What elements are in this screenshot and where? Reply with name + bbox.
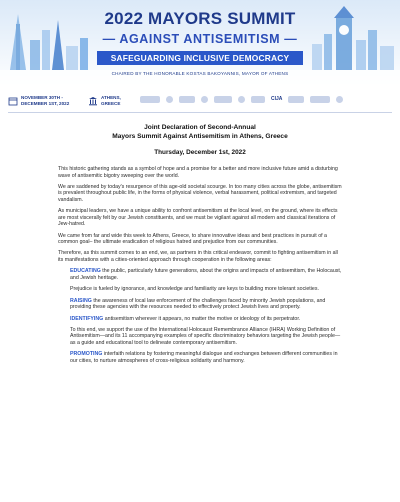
commitment-item (70, 327, 342, 346)
commitment-item (70, 268, 342, 281)
city-line-2: GREECE (101, 100, 121, 106)
commitment-keyword: PROMOTING (70, 351, 103, 358)
header-divider (8, 112, 392, 113)
partner-logo (201, 96, 208, 103)
commitment-keyword: IDENTIFYING (70, 315, 104, 322)
commitment-keyword: RAISING (70, 297, 92, 304)
partner-logo (336, 96, 343, 103)
paragraph: As municipal leaders, we have a unique ability to confront antisemitism at the local level, on the ground, where its effects are most viscerally felt by our Jewish constituents, and we must be vigilant against all modern and classical iterations of Jew-hatred. (58, 208, 338, 227)
partner-logo (179, 96, 195, 103)
paragraph: We are saddened by today's resurgence of this age-old societal scourge. In too many cities across the globe, antisemitism is prevalent throughout public life, in the forms of physical violence, verbal harassment, political extremism, and targeted vandalism. (58, 184, 342, 203)
event-dates-text: NOVEMBER 30TH - DECEMBER 1ST, 2022 (21, 95, 70, 106)
partner-logos (140, 96, 343, 103)
partner-logo (238, 96, 245, 103)
landmark-icon (88, 96, 98, 106)
summit-banner (0, 0, 400, 90)
city-line-1: ATHENS, (101, 95, 121, 100)
summit-title: 2022 MAYORS SUMMIT (104, 9, 296, 28)
partner-logo-strip (0, 92, 400, 110)
event-dates (8, 95, 81, 106)
declaration-title (58, 124, 342, 141)
commitment-item (70, 351, 342, 364)
partner-logo (166, 96, 173, 103)
partner-logo (140, 96, 160, 103)
commitment-item (70, 316, 342, 322)
declaration-title-line-1: Joint Declaration of Second-Annual (144, 124, 256, 131)
partner-logo (310, 96, 330, 103)
partner-logo (251, 96, 265, 103)
summit-tagline: SAFEGUARDING INCLUSIVE DEMOCRACY (97, 51, 303, 65)
declaration-date: Thursday, December 1st, 2022 (154, 149, 246, 157)
event-city (88, 95, 121, 106)
chaired-by-line: CHAIRED BY THE HONORABLE KOSTAS BAKOYANNIS, MAYOR OF ATHENS (111, 71, 289, 76)
commitment-text: the public, particularly future generations, about the origins and impacts of antisemitism, the Holocaust, and Jewish heritage. (70, 268, 342, 281)
commitment-text: interfaith relations by fostering meaningful dialogue and exchanges between different communities in our cities, to nurture atmospheres of cross-religious solidarity and harmony. (70, 351, 338, 364)
paragraph: This historic gathering stands as a symbol of hope and a promise for a better and more inclusive future amid a disturbing wave of antisemitic bigotry sweeping over the world. (58, 166, 338, 179)
paragraph: Therefore, as this summit comes to an end, we, as partners in this critical endeavor, commit to fighting antisemitism in all its manifestations with a cities-oriented approach through cooperation in the following areas: (58, 250, 338, 263)
summit-subtitle: — AGAINST ANTISEMITISM — (102, 32, 298, 46)
declaration-body (58, 124, 342, 369)
partner-logo (214, 96, 232, 103)
cija-logo: CIJA (271, 96, 283, 102)
commitment-text: To this end, we support the use of the International Holocaust Remembrance Alliance (IHRA) Working Definition of Antisemitism—and its 11 accompanying examples of specific discriminatory behaviors targeting the Jewish people—as a guide and educational tool to delineate contemporary antisemitism. (70, 327, 341, 346)
declaration-title-line-2: Mayors Summit Against Antisemitism in Athens, Greece (112, 132, 288, 140)
commitment-text: the awareness of local law enforcement of the challenges faced by minority Jewish populations, and providing these agencies with the resources needed to effectively protect Jewish lives and property. (70, 297, 326, 310)
commitment-text: antisemitism wherever it appears, no matter the motive or ideology of its perpetrator. (103, 315, 301, 322)
paragraph: We came from far and wide this week to Athens, Greece, to share innovative ideas and best practices in pursuit of a common goal– the ultimate eradication of religious hatred and prejudice from our communities. (58, 232, 327, 245)
partner-logo (288, 96, 304, 103)
commitment-text: Prejudice is fueled by ignorance, and knowledge and familiarity are keys to building more tolerant societies. (70, 286, 319, 293)
commitment-item (70, 298, 342, 311)
commitment-keyword: EDUCATING (70, 268, 101, 275)
calendar-icon (8, 96, 18, 106)
commitment-item (70, 286, 342, 292)
